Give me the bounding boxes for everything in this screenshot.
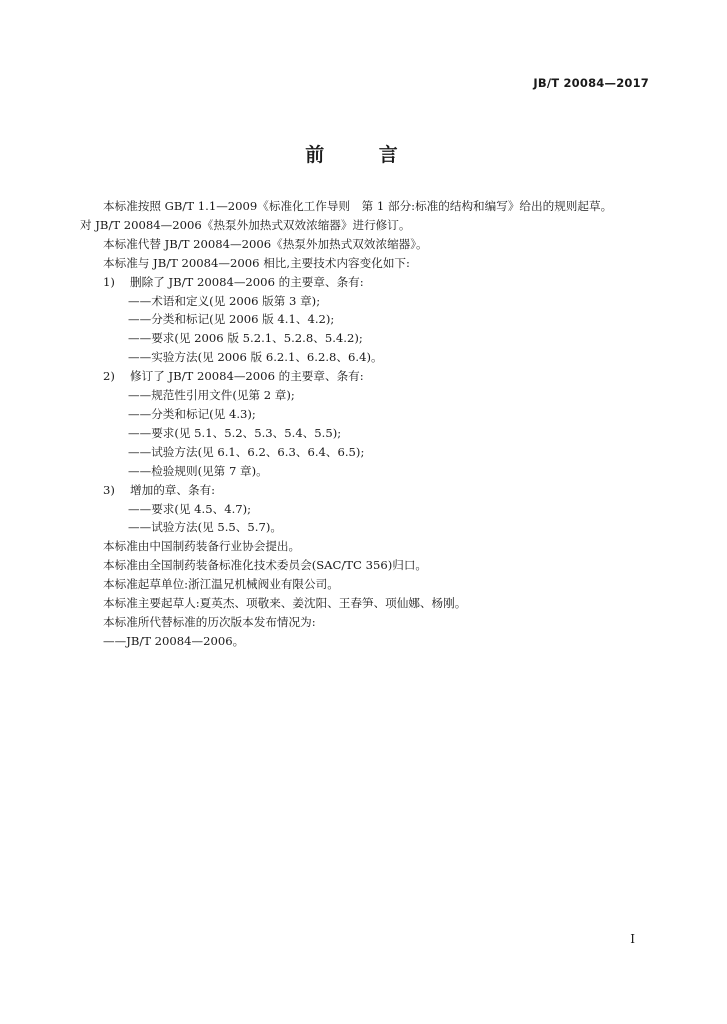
list-heading-text: 增加的章、条有: — [130, 482, 216, 497]
page-number: I — [630, 932, 635, 946]
sub-item: ——要求(见 5.1、5.2、5.3、5.4、5.5); — [128, 425, 342, 440]
sub-item: ——试验方法(见 5.5、5.7)。 — [128, 520, 282, 535]
list-number: 3) — [103, 482, 115, 497]
list-item-revised-heading — [80, 367, 660, 386]
sub-item: ——试验方法(见 6.1、6.2、6.3、6.4、6.5); — [128, 444, 365, 459]
sub-item: ——规范性引用文件(见第 2 章); — [128, 388, 295, 403]
list-heading-text: 删除了 JB/T 20084—2006 的主要章、条有: — [130, 274, 364, 289]
paragraph-changes-intro: 本标准与 JB/T 20084—2006 相比,主要技术内容变化如下: — [103, 255, 410, 270]
sub-item: ——术语和定义(见 2006 版第 3 章); — [128, 293, 321, 308]
sub-item: ——要求(见 4.5、4.7); — [128, 501, 252, 516]
paragraph-drafters: 本标准主要起草人:夏英杰、项敬来、姜沈阳、王春笋、项仙娜、杨刚。 — [103, 596, 467, 611]
list-heading-text: 修订了 JB/T 20084—2006 的主要章、条有: — [130, 369, 364, 384]
list-item-added-heading — [80, 481, 660, 500]
sub-item: ——实验方法(见 2006 版 6.2.1、6.2.8、6.4)。 — [128, 350, 383, 365]
list-number: 2) — [103, 369, 115, 384]
paragraph-replaces: 本标准代替 JB/T 20084—2006《热泵外加热式双效浓缩器》。 — [103, 236, 428, 251]
foreword-body — [80, 197, 660, 651]
paragraph-jurisdiction: 本标准由全国制药装备标准化技术委员会(SAC/TC 356)归口。 — [103, 558, 428, 573]
standard-code: JB/T 20084—2017 — [533, 76, 649, 90]
sub-item: ——分类和标记(见 4.3); — [128, 406, 256, 421]
paragraph-history-intro: 本标准所代替标准的历次版本发布情况为: — [103, 614, 316, 629]
paragraph-drafting-unit: 本标准起草单位:浙江温兄机械阀业有限公司。 — [103, 577, 339, 592]
sub-item: ——分类和标记(见 2006 版 4.1、4.2); — [128, 312, 335, 327]
sub-item: ——检验规则(见第 7 章)。 — [128, 463, 268, 478]
history-item: ——JB/T 20084—2006。 — [103, 633, 245, 648]
paragraph-drafting-rules: 本标准按照 GB/T 1.1—2009《标准化工作导则 第 1 部分:标准的结构和编写》给出的规则起草。 — [103, 199, 613, 213]
sub-item: ——要求(见 2006 版 5.2.1、5.2.8、5.4.2); — [128, 331, 363, 346]
page-title: 前 言 — [305, 144, 422, 166]
paragraph-drafting-rules-cont: 对 JB/T 20084—2006《热泵外加热式双效浓缩器》进行修订。 — [80, 217, 411, 232]
list-item-deleted-heading — [80, 273, 660, 292]
paragraph-proposed-by: 本标准由中国制药装备行业协会提出。 — [103, 539, 301, 554]
list-number: 1) — [103, 274, 115, 289]
